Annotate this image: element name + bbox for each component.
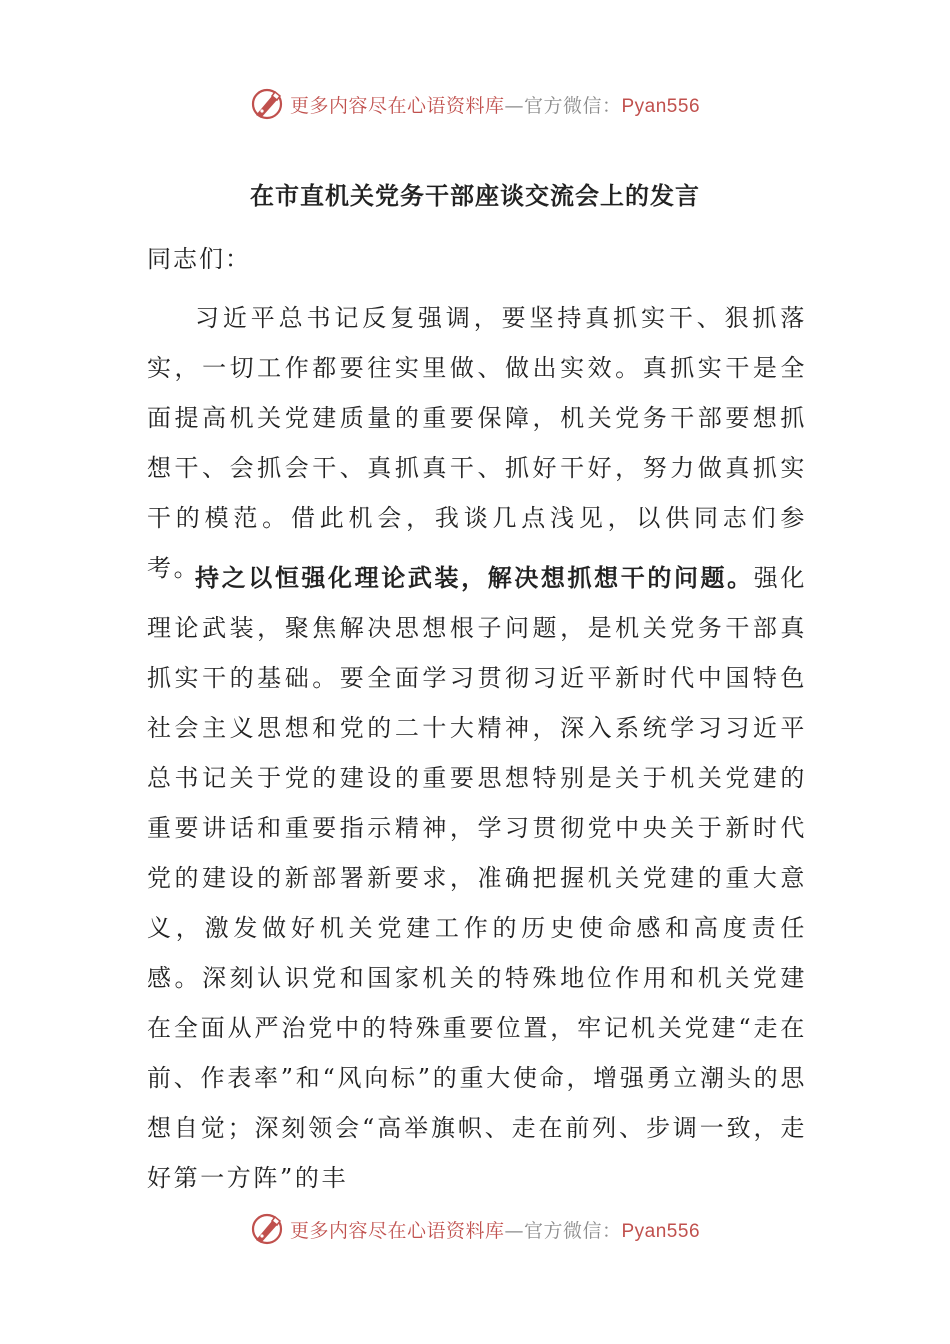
footer-watermark-banner [0,1209,950,1249]
paragraph-2-lead: 持之以恒强化理论武装，解决想抓想干的问题。 [195,563,754,592]
banner-wechat-id: Pyan556 [621,1220,701,1242]
paragraph-1-block [147,293,807,593]
document-title: 在市直机关党务干部座谈交流会上的发言 [250,181,700,210]
banner-main-text: 更多内容尽在心语资料库 [289,94,505,117]
banner-wechat-id: Pyan556 [621,95,701,117]
pen-logo-icon [250,87,284,121]
banner-dash: — [504,94,524,117]
banner-text [290,91,700,118]
paragraph-2-body: 强化理论武装，聚焦解决思想根子问题，是机关党务干部真抓实干的基础。要全面学习贯彻习近平新时代中国特色社会主义思想和党的二十大精神，深入系统学习习近平总书记关于党的建设的重要思想特别是关于机关党建的重要讲话和重要指示精神，学习贯彻党中央关于新时代党的建设的新部署新要求，准确把握机关党建的重大意义，激发做好机关党建工作的历史使命感和高度责任感。深刻认识党和国家机关的特殊地位作用和机关党建在全面从严治党中的特殊重要位置，牢记机关党建“走在前、作表率”和“风向标”的重大使命，增强勇立潮头的思想自觉；深刻领会“高举旗帜、走在前列、步调一致，走好第一方阵”的丰 [147,564,807,1192]
pen-logo-icon [250,1212,284,1246]
banner-text [290,1216,700,1243]
header-watermark-banner [0,84,950,124]
banner-dash: — [504,1219,524,1242]
paragraph-2 [147,553,807,1203]
banner-side-text: 官方微信： [523,1219,622,1242]
banner-main-text: 更多内容尽在心语资料库 [289,1219,505,1242]
greeting: 同志们： [147,245,251,273]
paragraph-1: 习近平总书记反复强调，要坚持真抓实干、狠抓落实，一切工作都要往实里做、做出实效。真抓实干是全面提高机关党建质量的重要保障，机关党务干部要想抓想干、会抓会干、真抓真干、抓好干好，努力做真抓实干的模范。借此机会，我谈几点浅见，以供同志们参考。 [147,304,807,582]
banner-side-text: 官方微信： [523,94,622,117]
paragraph-2-block [147,553,807,1203]
